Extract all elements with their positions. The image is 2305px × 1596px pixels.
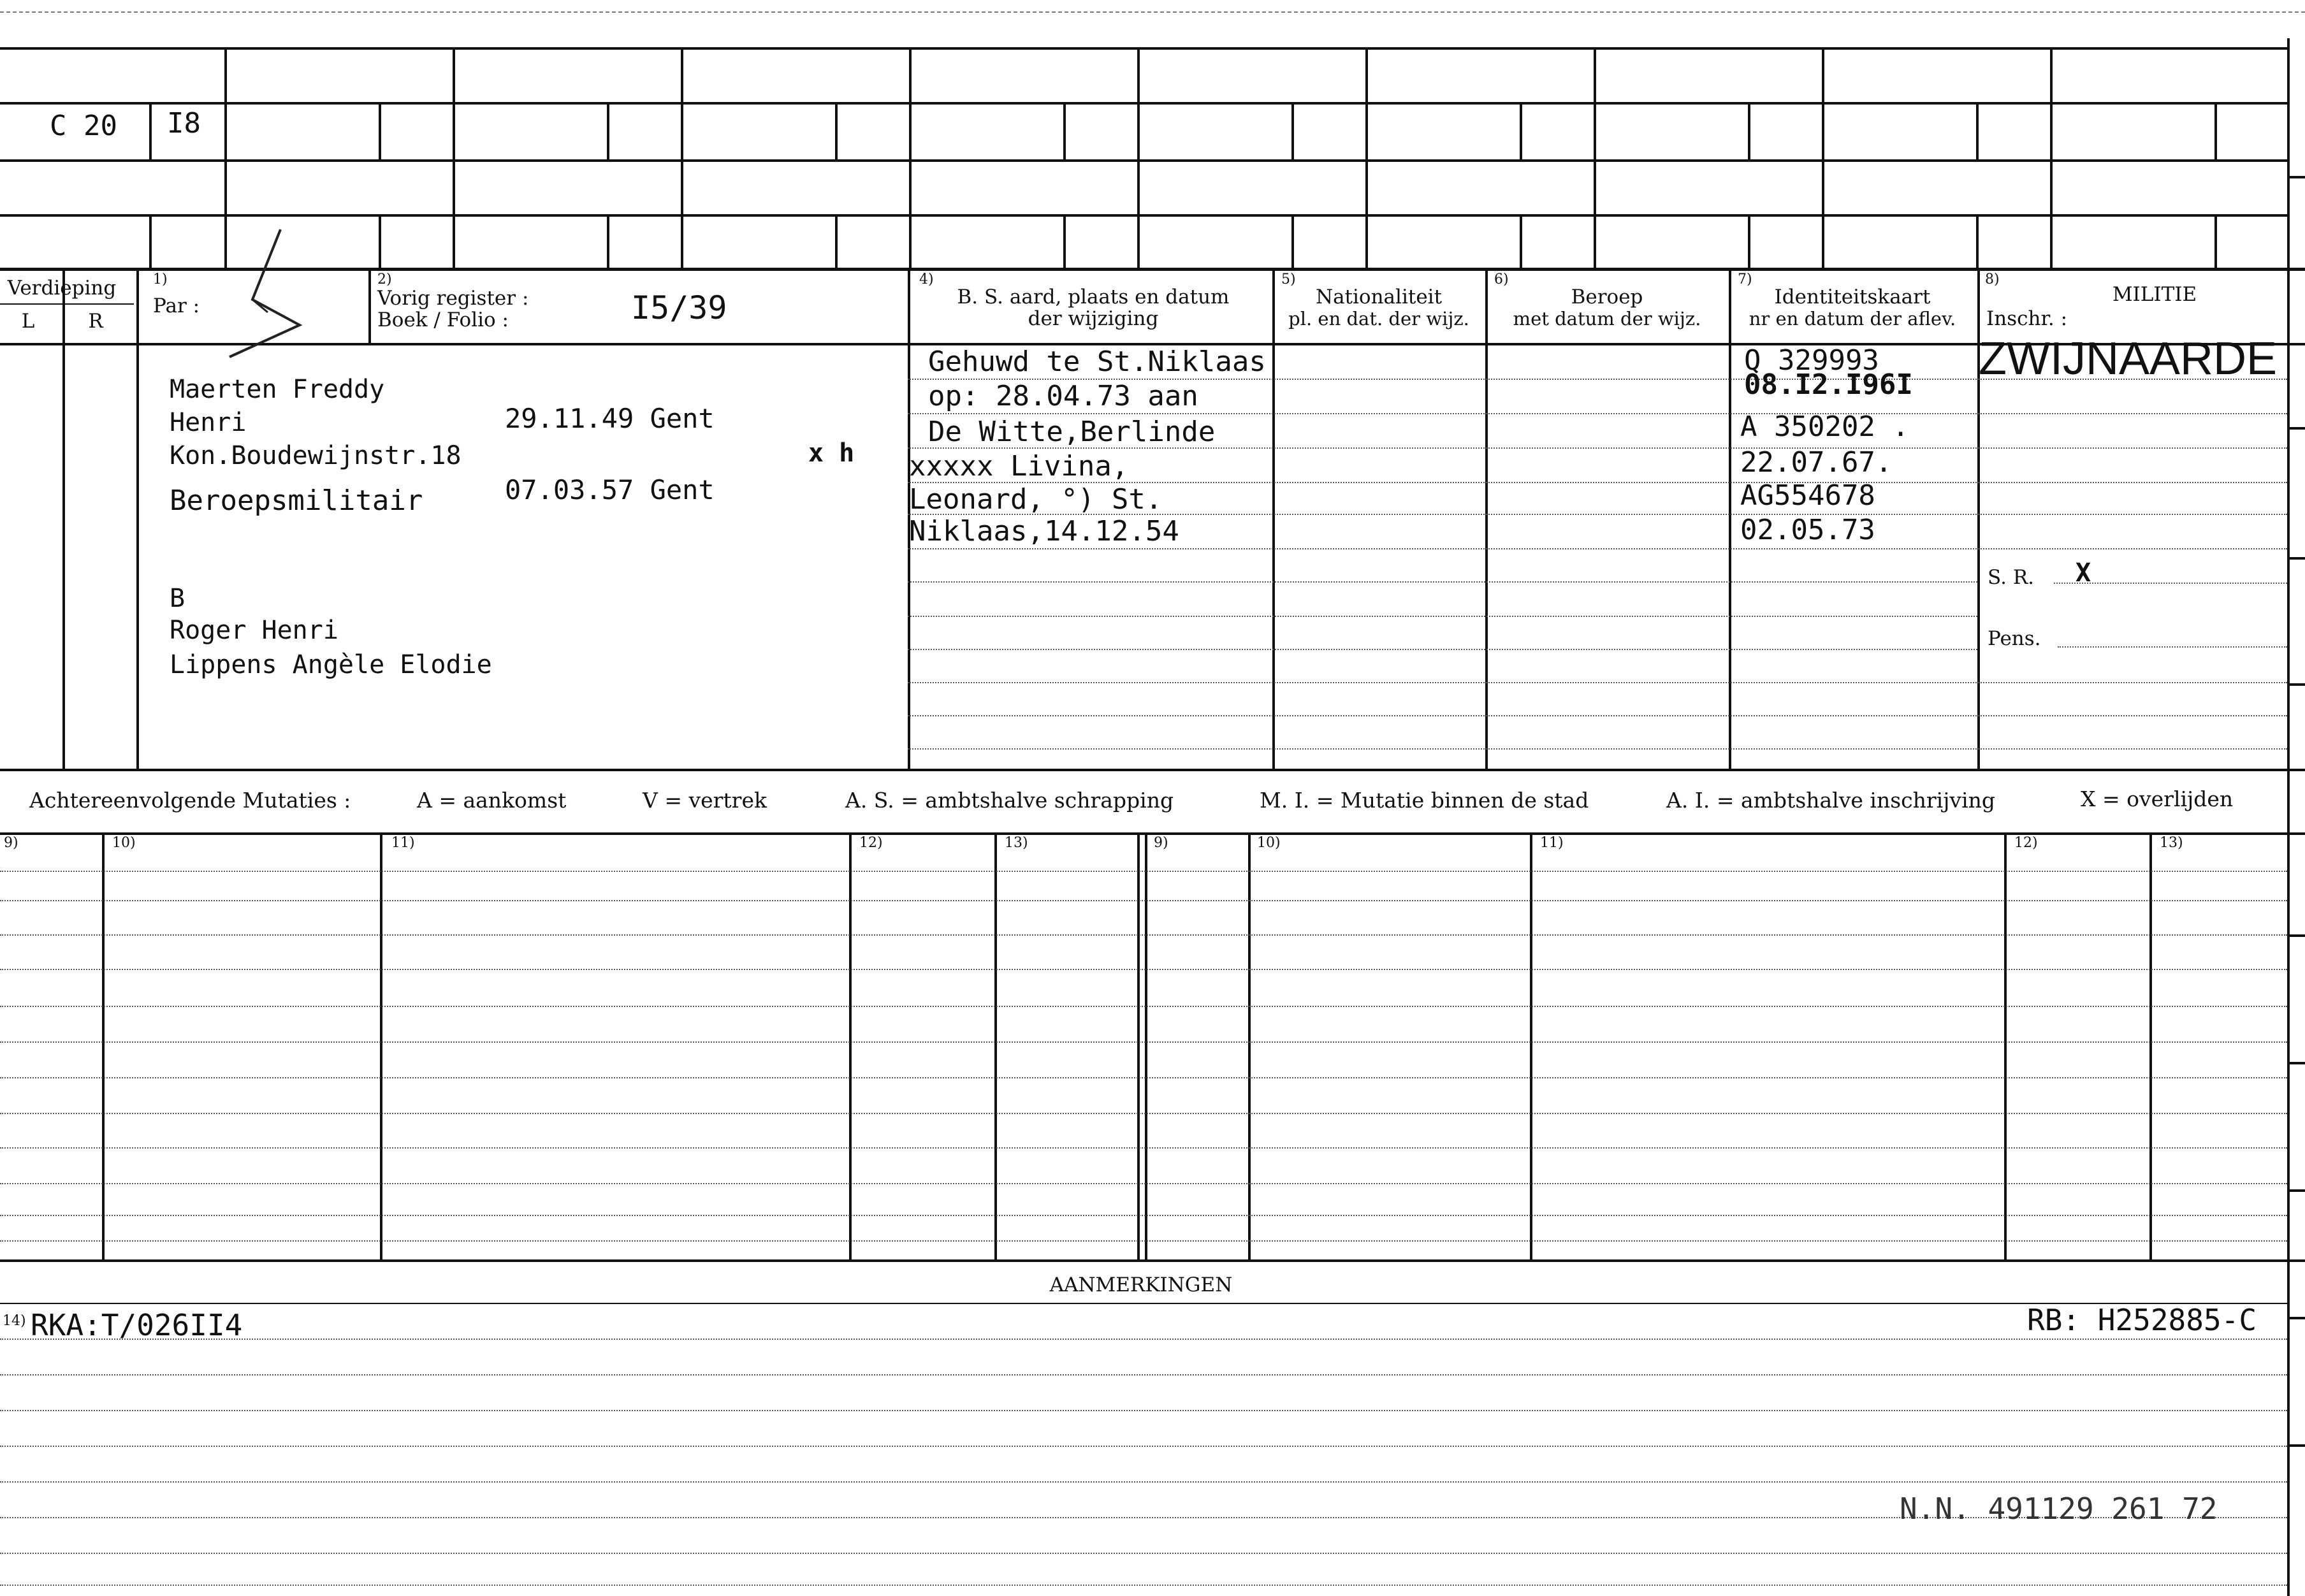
parent-line: B xyxy=(170,584,185,613)
grid-line xyxy=(149,102,152,159)
pens-dotted-line xyxy=(2058,646,2287,648)
vorig-label: Vorig register : xyxy=(377,287,529,310)
ruled-line xyxy=(0,969,2287,970)
index-number: I8 xyxy=(167,107,201,140)
mutation-col-header: 10) xyxy=(112,835,136,851)
grid-line xyxy=(102,832,105,1259)
arrival-date: 07.03.57 Gent xyxy=(505,474,715,505)
grid-line xyxy=(1594,47,1596,268)
ruled-line xyxy=(0,1113,2287,1114)
id-entry: 22.07.67. xyxy=(1740,446,1893,479)
grid-line xyxy=(681,47,683,268)
grid-line xyxy=(909,47,912,268)
mutation-col-header: 13) xyxy=(1005,835,1028,851)
grid-line xyxy=(2214,102,2217,159)
ruled-line xyxy=(908,748,2287,750)
ruled-line xyxy=(908,649,1977,650)
id-entry: AG554678 xyxy=(1740,479,1875,512)
grid-line xyxy=(1485,268,1488,769)
parent-line: Lippens Angèle Elodie xyxy=(170,650,492,679)
grid-line xyxy=(1520,214,1522,268)
mutation-col-header: 11) xyxy=(391,835,415,851)
mutation-col-header: 11) xyxy=(1540,835,1564,851)
grid-line xyxy=(1063,102,1066,159)
grid-line xyxy=(1137,832,1140,1259)
grid-line xyxy=(1729,268,1731,769)
person-occupation: Beroepsmilitair xyxy=(170,484,423,517)
remarks-title: AANMERKINGEN xyxy=(1049,1273,1233,1296)
grid-line xyxy=(607,214,609,268)
remarks-rb-number: RB: H252885-C xyxy=(2027,1303,2257,1337)
ruled-line xyxy=(0,1240,2287,1242)
sr-dotted-line xyxy=(2054,583,2287,584)
col-r-label: R xyxy=(88,310,103,333)
vorig-number: 2) xyxy=(377,272,392,287)
edge-tick xyxy=(2290,427,2305,430)
grid-line xyxy=(1748,102,1750,159)
grid-line xyxy=(62,268,65,769)
pencil-mark xyxy=(191,223,331,382)
id-entry: A 350202 . xyxy=(1740,410,1909,443)
ruled-line xyxy=(0,1338,2287,1340)
index-code: C 20 xyxy=(50,110,117,142)
mutation-col-header: 10) xyxy=(1257,835,1281,851)
edge-tick xyxy=(2290,934,2305,937)
ruled-line xyxy=(0,871,2287,872)
birth-date: 29.11.49 Gent xyxy=(505,403,715,434)
militie-label: MILITIE xyxy=(2112,283,2197,306)
beroep-label-2: met datum der wijz. xyxy=(1513,308,1701,330)
top-rule-dotted xyxy=(0,11,2305,13)
ruled-line xyxy=(908,581,1977,583)
bs-entry: Leonard, °) St. xyxy=(909,483,1163,516)
militie-inschr-value: ZWIJNAARDE xyxy=(1979,333,2277,384)
mutations-label: Achtereenvolgende Mutaties : xyxy=(29,788,351,813)
grid-line xyxy=(149,214,152,268)
edge-tick xyxy=(2290,1189,2305,1192)
ruled-line xyxy=(0,900,2287,901)
legend-overlijden: X = overlijden xyxy=(2081,787,2234,811)
edge-tick xyxy=(2290,683,2305,686)
grid-line xyxy=(1063,214,1066,268)
bs-entry: De Witte,Berlinde xyxy=(928,416,1216,448)
grid-line xyxy=(1748,214,1750,268)
grid-line xyxy=(2050,47,2053,268)
mutation-col-header: 12) xyxy=(2014,835,2038,851)
vorig-register-value: I5/39 xyxy=(631,289,727,326)
parent-line: Roger Henri xyxy=(170,616,338,645)
grid-line xyxy=(1272,268,1275,769)
ruled-line xyxy=(0,1041,2287,1043)
person-name-line: Maerten Freddy xyxy=(170,375,385,404)
ruled-line xyxy=(0,1183,2287,1184)
bs-entry: Niklaas,14.12.54 xyxy=(909,515,1179,548)
grid-line xyxy=(379,214,381,268)
bs-entry: xxxxx Livina, xyxy=(909,450,1129,482)
id-label-2: nr en datum der aflev. xyxy=(1749,308,1956,330)
grid-line xyxy=(835,102,838,159)
bs-label-2: der wijziging xyxy=(1028,307,1159,330)
grid-line xyxy=(368,268,371,343)
marital-mark: x h xyxy=(808,439,855,468)
edge-tick xyxy=(2290,176,2305,178)
sr-value: X xyxy=(2076,558,2091,588)
ruled-line xyxy=(0,1585,2287,1586)
ruled-line xyxy=(0,1215,2287,1216)
sr-label: S. R. xyxy=(1988,566,2035,589)
edge-tick xyxy=(2290,1444,2305,1447)
grid-line xyxy=(0,47,2288,50)
remarks-number: 14) xyxy=(3,1313,26,1329)
grid-line xyxy=(2214,214,2217,268)
par-label: Par : xyxy=(153,294,200,317)
grid-line xyxy=(1145,832,1147,1259)
grid-line xyxy=(2004,832,2007,1259)
legend-aankomst: A = aankomst xyxy=(417,788,567,813)
grid-line xyxy=(607,102,609,159)
nationality-label-1: Nationaliteit xyxy=(1315,286,1443,308)
par-number: 1) xyxy=(153,272,168,287)
ruled-line xyxy=(908,682,2287,683)
mutation-col-header: 12) xyxy=(859,835,883,851)
person-address: Kon.Boudewijnstr.18 xyxy=(170,441,462,470)
bs-entry: op: 28.04.73 aan xyxy=(928,380,1198,412)
grid-line xyxy=(0,1303,2287,1304)
grid-line xyxy=(849,832,852,1259)
grid-line xyxy=(136,268,139,769)
mutation-col-header: 13) xyxy=(2160,835,2183,851)
id-entry: Q 329993 xyxy=(1744,344,1879,377)
ruled-line xyxy=(908,413,2287,414)
nationality-label-2: pl. en dat. der wijz. xyxy=(1288,308,1469,330)
ruled-line xyxy=(0,1006,2287,1007)
grid-line xyxy=(0,832,2305,835)
remarks-reference: RKA:T/026II4 xyxy=(31,1308,243,1342)
legend-schrapping: A. S. = ambtshalve schrapping xyxy=(845,788,1174,813)
nationality-number: 5) xyxy=(1281,272,1296,287)
grid-line xyxy=(0,769,2305,771)
edge-tick xyxy=(2290,1062,2305,1064)
legend-vertrek: V = vertrek xyxy=(643,788,767,813)
grid-line xyxy=(1976,102,1979,159)
ruled-line xyxy=(0,1553,2287,1554)
grid-line xyxy=(994,832,997,1259)
ruled-line xyxy=(0,1481,2287,1483)
grid-line xyxy=(1137,47,1140,268)
grid-line xyxy=(835,214,838,268)
id-label-1: Identiteitskaart xyxy=(1774,286,1931,308)
id-entry: 02.05.73 xyxy=(1740,514,1875,546)
id-entry: 08.I2.I96I xyxy=(1744,368,1913,401)
grid-line xyxy=(0,159,2288,162)
grid-line xyxy=(2149,832,2152,1259)
verdieping-label: Verdieping xyxy=(7,277,117,300)
bs-number: 4) xyxy=(919,272,934,287)
bs-entry: Gehuwd te St.Niklaas xyxy=(928,345,1266,378)
id-number: 7) xyxy=(1738,272,1752,287)
legend-mutatie-stad: M. I. = Mutatie binnen de stad xyxy=(1260,788,1589,813)
pens-label: Pens. xyxy=(1988,627,2041,650)
grid-line xyxy=(1822,47,1824,268)
grid-line xyxy=(380,832,382,1259)
grid-line xyxy=(1530,832,1532,1259)
ruled-line xyxy=(0,934,2287,936)
grid-line xyxy=(1976,214,1979,268)
grid-line xyxy=(0,214,2288,217)
col-l-label: L xyxy=(21,310,35,333)
mutation-col-header: 9) xyxy=(4,835,18,851)
grid-line xyxy=(0,268,2305,271)
inschr-label: Inschr. : xyxy=(1986,307,2068,330)
grid-line xyxy=(1291,102,1294,159)
grid-line xyxy=(379,102,381,159)
grid-line xyxy=(2287,38,2290,1596)
ruled-line xyxy=(0,1374,2287,1375)
grid-line xyxy=(0,303,134,305)
ruled-line xyxy=(908,548,2287,549)
grid-line xyxy=(1248,832,1251,1259)
grid-line xyxy=(453,47,455,268)
beroep-number: 6) xyxy=(1494,272,1509,287)
grid-line xyxy=(1365,47,1368,268)
grid-line xyxy=(1291,214,1294,268)
grid-line xyxy=(0,102,2288,105)
legend-inschrijving: A. I. = ambtshalve inschrijving xyxy=(1666,788,1996,813)
edge-tick xyxy=(2290,557,2305,560)
person-name-line: Henri xyxy=(170,408,247,437)
grid-line xyxy=(0,1259,2305,1262)
bs-label-1: B. S. aard, plaats en datum xyxy=(957,286,1230,308)
edge-tick xyxy=(2290,1317,2305,1319)
ruled-line xyxy=(0,1446,2287,1447)
grid-line xyxy=(1520,102,1522,159)
mutation-col-header: 9) xyxy=(1154,835,1168,851)
ruled-line xyxy=(0,1077,2287,1078)
ruled-line xyxy=(908,616,1977,617)
boek-label: Boek / Folio : xyxy=(377,308,509,331)
ruled-line xyxy=(908,715,2287,716)
ruled-line xyxy=(0,1410,2287,1411)
militie-number: 8) xyxy=(1985,272,2000,287)
ruled-line xyxy=(0,1147,2287,1149)
national-number: N.N. 491129 261 72 xyxy=(1900,1491,2218,1526)
beroep-label-1: Beroep xyxy=(1571,286,1643,308)
